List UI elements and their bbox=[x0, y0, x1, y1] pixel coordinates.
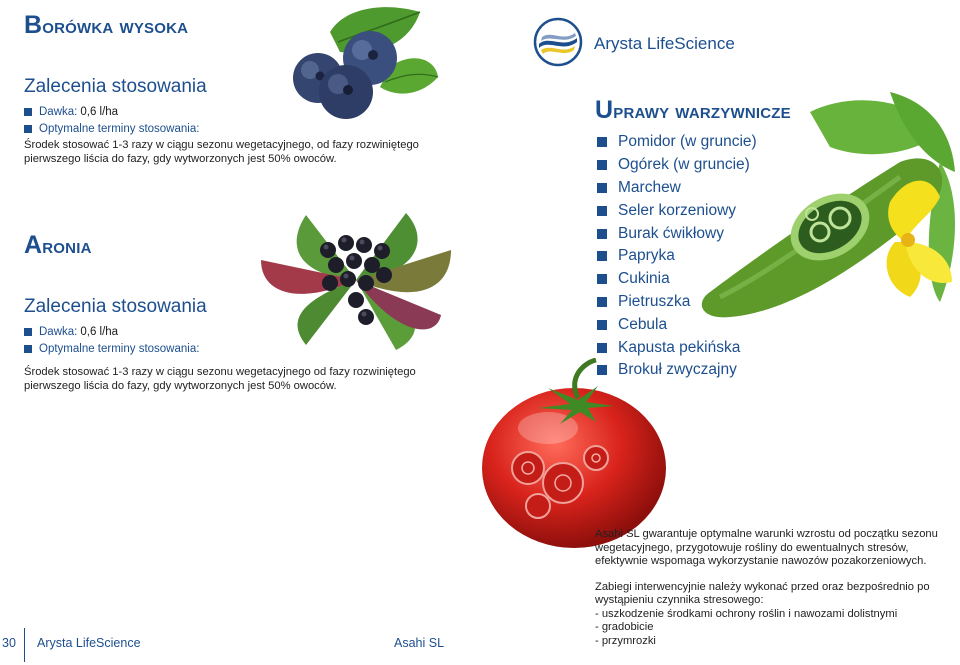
bullet-square-icon bbox=[597, 229, 607, 239]
borowka-recommendations bbox=[24, 76, 444, 166]
terms-label: Optymalne terminy stosowania: bbox=[39, 122, 200, 135]
footer-product: Asahi SL bbox=[394, 636, 445, 650]
aronia-dose bbox=[24, 323, 444, 340]
bullet-square-icon bbox=[24, 125, 32, 133]
bullet-square-icon bbox=[597, 297, 607, 307]
list-item bbox=[597, 131, 757, 154]
footer-divider bbox=[24, 628, 25, 662]
list-item: - gradobicie bbox=[595, 621, 654, 633]
uprawy-title bbox=[595, 98, 791, 123]
crop-label: Burak ćwikłowy bbox=[618, 224, 724, 242]
crop-label: Papryka bbox=[618, 247, 675, 265]
list-item: - przymrozki bbox=[595, 634, 656, 647]
list-item bbox=[597, 245, 757, 268]
info-paragraph-2-intro: Zabiegi interwencyjnie należy wykonać przed oraz bezpośrednio po wystąpieniu czynnika stresowego: bbox=[595, 580, 930, 606]
bullet-square-icon bbox=[24, 328, 32, 336]
uprawy-title-text bbox=[595, 98, 791, 123]
list-item bbox=[597, 222, 757, 245]
list-item bbox=[597, 313, 757, 336]
bullet-square-icon bbox=[597, 183, 607, 193]
dose-value: 0,6 l/ha bbox=[80, 325, 119, 338]
crop-list bbox=[597, 131, 757, 382]
borowka-title-text bbox=[24, 13, 188, 38]
borowka-text: Środek stosować 1-3 razy w ciągu sezonu wegetacyjnego, od fazy rozwiniętego pierwszego liścia do fazy, gdy wytworzonych jest 50% owoców. bbox=[24, 139, 419, 165]
bullet-square-icon bbox=[597, 320, 607, 330]
bullet-square-icon bbox=[597, 160, 607, 170]
info-block bbox=[595, 528, 957, 648]
borowka-title bbox=[24, 13, 188, 38]
bullet-square-icon bbox=[597, 206, 607, 216]
dose-label: Dawka: bbox=[39, 325, 78, 338]
bullet-square-icon bbox=[597, 251, 607, 261]
list-item bbox=[597, 177, 757, 200]
info-paragraph-1: Asahi SL gwarantuje optymalne warunki wzrostu od początku sezonu wegetacyjnego, przygotowuje rośliny do ewentualnych stresów, efektywnie wspomaga wykorzystanie nawozów pozakorzeniowych. bbox=[595, 528, 938, 567]
list-item bbox=[597, 154, 757, 177]
crop-label: Cebula bbox=[618, 315, 668, 333]
title-cap: U bbox=[595, 96, 614, 124]
list-item bbox=[597, 268, 757, 291]
crop-label: Pomidor (w gruncie) bbox=[618, 133, 757, 151]
title-rest: ronia bbox=[42, 235, 92, 258]
list-item bbox=[597, 291, 757, 314]
list-item: - uszkodzenie środkami ochrony roślin i nawozami dolistnymi bbox=[595, 607, 898, 620]
crop-label: Kapusta pekińska bbox=[618, 338, 741, 356]
bullet-square-icon bbox=[24, 345, 32, 353]
crop-label: Marchew bbox=[618, 178, 681, 196]
crop-label: Brokuł zwyczajny bbox=[618, 361, 737, 379]
page-number: 30 bbox=[2, 636, 16, 650]
title-rest: orówka wysoka bbox=[42, 15, 189, 38]
title-cap: A bbox=[24, 231, 43, 259]
borowka-rec-title: Zalecenia stosowania bbox=[24, 76, 207, 97]
bullet-square-icon bbox=[597, 274, 607, 284]
crop-label: Ogórek (w gruncie) bbox=[618, 156, 750, 174]
footer-brand: Arysta LifeScience bbox=[37, 636, 141, 650]
borowka-dose bbox=[24, 103, 444, 120]
crop-label: Seler korzeniowy bbox=[618, 201, 737, 219]
aronia-recommendations bbox=[24, 296, 444, 393]
borowka-terms bbox=[24, 120, 444, 137]
aronia-rec-title: Zalecenia stosowania bbox=[24, 296, 207, 317]
title-rest: prawy warzywnicze bbox=[613, 100, 791, 123]
brand-name: Arysta LifeScience bbox=[594, 34, 735, 53]
aronia-text: Środek stosować 1-3 razy w ciągu sezonu wegetacyjnego od fazy rozwiniętego pierwszego liścia do fazy, gdy wytworzonych jest 50% owoców. bbox=[24, 366, 416, 392]
dose-label: Dawka: bbox=[39, 105, 78, 118]
aronia-terms bbox=[24, 340, 444, 357]
title-cap: B bbox=[24, 11, 43, 39]
aronia-title-text bbox=[24, 233, 92, 258]
terms-label: Optymalne terminy stosowania: bbox=[39, 342, 200, 355]
aronia-title bbox=[24, 233, 92, 258]
dose-value: 0,6 l/ha bbox=[80, 105, 119, 118]
crop-label: Pietruszka bbox=[618, 292, 691, 310]
arysta-logo-icon bbox=[533, 17, 583, 67]
list-item bbox=[597, 336, 757, 359]
crop-label: Cukinia bbox=[618, 270, 670, 288]
bullet-square-icon bbox=[597, 343, 607, 353]
bullet-square-icon bbox=[597, 137, 607, 147]
list-item bbox=[597, 199, 757, 222]
bullet-square-icon bbox=[24, 108, 32, 116]
tomato-image bbox=[468, 358, 678, 553]
